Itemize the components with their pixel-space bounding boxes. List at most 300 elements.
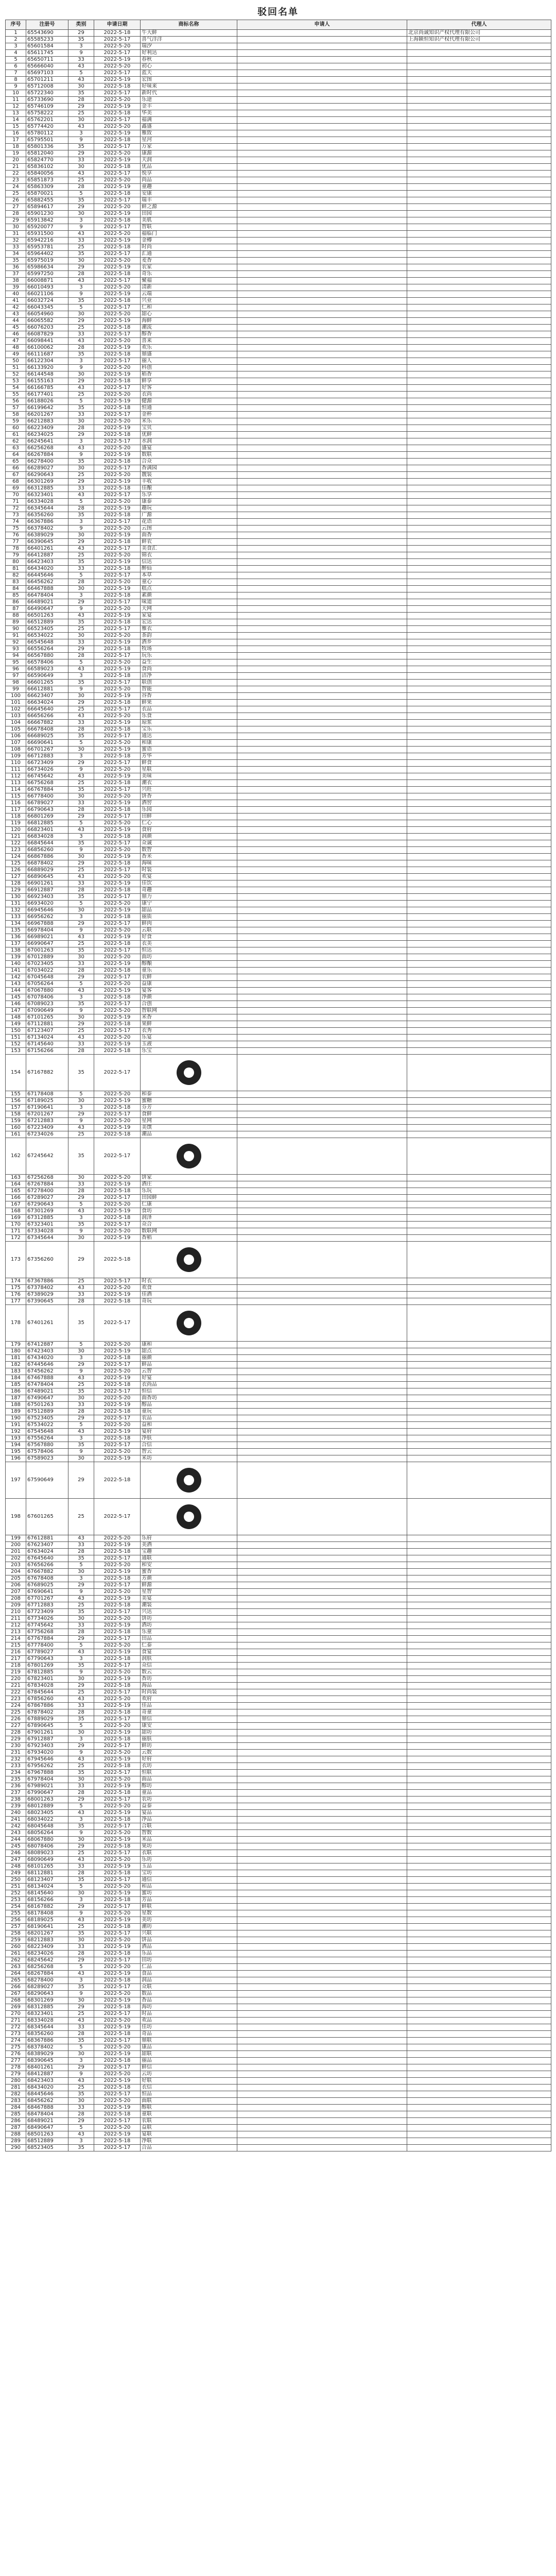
cell-applicant: [237, 988, 407, 994]
cell-seq: 179: [6, 1342, 26, 1348]
cell-class: 28: [68, 1709, 94, 1716]
cell-mark-name: 美馔: [141, 1125, 237, 1131]
cell-agent: [407, 1285, 551, 1292]
cell-agent: [407, 1035, 551, 1041]
cell-class: 25: [68, 1131, 94, 1138]
cell-mark-name: 好利达: [141, 50, 237, 57]
cell-reg-no: 66423403: [26, 559, 68, 566]
document-title: 驳回名单: [257, 7, 299, 18]
cell-seq: 141: [6, 968, 26, 974]
cell-date: 2022-5-18: [94, 592, 141, 599]
table-row: [6, 1676, 551, 1683]
cell-agent: [407, 840, 551, 847]
cell-reg-no: 67001263: [26, 947, 68, 954]
cell-seq: 89: [6, 619, 26, 626]
cell-agent: [407, 57, 551, 63]
cell-applicant: [237, 981, 407, 988]
cell-class: 33: [68, 485, 94, 492]
cell-seq: 254: [6, 1904, 26, 1910]
cell-mark-name: 健源: [141, 398, 237, 405]
cell-applicant: [237, 1131, 407, 1138]
table-row: [6, 1830, 551, 1837]
cell-agent: [407, 1750, 551, 1756]
cell-date: 2022-5-18: [94, 459, 141, 465]
table-row: [6, 579, 551, 586]
cell-agent: [407, 499, 551, 505]
table-row: [6, 445, 551, 452]
table-row: [6, 124, 551, 130]
cell-agent: [407, 1924, 551, 1930]
cell-class: 33: [68, 412, 94, 418]
cell-class: 33: [68, 157, 94, 164]
cell-class: 9: [68, 526, 94, 532]
cell-class: 3: [68, 438, 94, 445]
cell-mark-name: 合信: [141, 1442, 237, 1449]
cell-reg-no: 66701267: [26, 747, 68, 753]
cell-mark-name: 优品: [141, 164, 237, 171]
cell-applicant: [237, 639, 407, 646]
cell-class: 9: [68, 1228, 94, 1235]
cell-seq: 60: [6, 425, 26, 432]
cell-seq: 110: [6, 760, 26, 767]
cell-seq: 67: [6, 472, 26, 479]
cell-seq: 142: [6, 974, 26, 981]
cell-class: 25: [68, 392, 94, 398]
cell-date: 2022-5-17: [94, 626, 141, 633]
cell-agent: [407, 472, 551, 479]
cell-agent: [407, 686, 551, 693]
cell-applicant: [237, 1957, 407, 1964]
table-row: [6, 639, 551, 646]
cell-class: 5: [68, 499, 94, 505]
cell-applicant: [237, 934, 407, 941]
cell-agent: [407, 954, 551, 961]
cell-seq: 112: [6, 773, 26, 780]
cell-agent: [407, 639, 551, 646]
cell-mark-name: 喜气洋洋: [141, 37, 237, 43]
cell-mark-name: 金杯: [141, 412, 237, 418]
cell-class: 3: [68, 834, 94, 840]
cell-mark-name: 食鲜: [141, 1111, 237, 1118]
cell-agent: [407, 2044, 551, 2051]
cell-class: 3: [68, 217, 94, 224]
cell-applicant: [237, 104, 407, 110]
cell-date: 2022-5-19: [94, 291, 141, 298]
cell-applicant: [237, 941, 407, 947]
cell-mark-name: 乐府: [141, 1535, 237, 1542]
cell-applicant: [237, 452, 407, 459]
table-row: [6, 827, 551, 834]
cell-mark-name: 康安: [141, 1723, 237, 1730]
table-row: [6, 325, 551, 331]
table-row: [6, 519, 551, 526]
cell-date: 2022-5-18: [94, 780, 141, 787]
cell-date: 2022-5-17: [94, 787, 141, 793]
table-row: [6, 566, 551, 572]
table-row: [6, 298, 551, 304]
cell-mark-name: 智数: [141, 1830, 237, 1837]
cell-date: 2022-5-18: [94, 1977, 141, 1984]
cell-applicant: [237, 1736, 407, 1743]
cell-applicant: [237, 425, 407, 432]
table-row: [6, 1222, 551, 1228]
cell-agent: [407, 1422, 551, 1429]
cell-reg-no: 68390645: [26, 2058, 68, 2064]
cell-mark-name: 海品: [141, 1683, 237, 1689]
cell-seq: 136: [6, 934, 26, 941]
cell-date: 2022-5-18: [94, 1897, 141, 1904]
cell-agent: [407, 947, 551, 954]
cell-agent: [407, 1278, 551, 1285]
cell-mark-name: 芳品: [141, 1897, 237, 1904]
cell-agent: [407, 800, 551, 807]
cell-mark-name: 恒通: [141, 405, 237, 412]
cell-seq: 34: [6, 251, 26, 258]
cell-reg-no: 67056264: [26, 981, 68, 988]
cell-seq: 47: [6, 338, 26, 345]
cell-mark-name: 康和: [141, 1342, 237, 1348]
cell-class: 25: [68, 1602, 94, 1609]
cell-reg-no: 66823401: [26, 827, 68, 834]
cell-applicant: [237, 894, 407, 901]
cell-seq: 191: [6, 1422, 26, 1429]
cell-applicant: [237, 1305, 407, 1342]
cell-mark-name: 欢食: [141, 1285, 237, 1292]
cell-date: 2022-5-17: [94, 680, 141, 686]
cell-seq: 160: [6, 1125, 26, 1131]
table-row: [6, 1442, 551, 1449]
cell-agent: [407, 994, 551, 1001]
cell-date: 2022-5-18: [94, 1790, 141, 1797]
cell-applicant: [237, 358, 407, 365]
cell-agent: [407, 412, 551, 418]
table-row: [6, 2038, 551, 2044]
cell-reg-no: 67601265: [26, 1499, 68, 1535]
cell-reg-no: 66912887: [26, 887, 68, 894]
cell-class: 28: [68, 1870, 94, 1877]
cell-reg-no: 66087829: [26, 331, 68, 338]
cell-reg-no: 66990647: [26, 941, 68, 947]
cell-date: 2022-5-17: [94, 1055, 141, 1091]
cell-agent: [407, 1944, 551, 1951]
cell-date: 2022-5-20: [94, 1035, 141, 1041]
cell-seq: 62: [6, 438, 26, 445]
cell-seq: 262: [6, 1957, 26, 1964]
cell-applicant: [237, 1837, 407, 1843]
cell-reg-no: 68034022: [26, 1817, 68, 1823]
cell-seq: 211: [6, 1616, 26, 1622]
cell-mark-name: 面品: [141, 1776, 237, 1783]
cell-mark-name: 润泽: [141, 1215, 237, 1222]
cell-reg-no: 65920077: [26, 224, 68, 231]
table-row: [6, 867, 551, 874]
cell-seq: 237: [6, 1790, 26, 1797]
cell-date: 2022-5-17: [94, 1001, 141, 1008]
cell-date: 2022-5-20: [94, 927, 141, 934]
table-row: [6, 499, 551, 505]
table-row: [6, 793, 551, 800]
cell-agent: [407, 1763, 551, 1770]
table-row: [6, 1242, 551, 1278]
table-row: [6, 171, 551, 177]
cell-date: 2022-5-17: [94, 2118, 141, 2125]
cell-seq: 116: [6, 800, 26, 807]
cell-class: 28: [68, 1629, 94, 1636]
cell-agent: [407, 559, 551, 566]
cell-date: 2022-5-19: [94, 559, 141, 566]
cell-date: 2022-5-17: [94, 197, 141, 204]
cell-class: 9: [68, 50, 94, 57]
cell-date: 2022-5-17: [94, 2064, 141, 2071]
cell-agent: [407, 680, 551, 686]
cell-applicant: [237, 526, 407, 532]
cell-applicant: [237, 338, 407, 345]
cell-reg-no: 67201267: [26, 1111, 68, 1118]
cell-agent: [407, 1642, 551, 1649]
cell-class: 9: [68, 1449, 94, 1455]
cell-mark-name: 欢宴: [141, 874, 237, 880]
cell-reg-no: 66589023: [26, 666, 68, 673]
cell-seq: 174: [6, 1278, 26, 1285]
cell-agent: [407, 117, 551, 124]
cell-class: 28: [68, 1409, 94, 1415]
cell-seq: 289: [6, 2138, 26, 2145]
cell-class: 30: [68, 211, 94, 217]
cell-date: 2022-5-19: [94, 398, 141, 405]
cell-seq: 178: [6, 1305, 26, 1342]
cell-mark-name: 康源: [141, 150, 237, 157]
cell-applicant: [237, 519, 407, 526]
cell-class: 28: [68, 271, 94, 278]
cell-date: 2022-5-19: [94, 104, 141, 110]
cell-seq: 123: [6, 847, 26, 854]
table-row: [6, 1743, 551, 1750]
cell-mark-name: 优鲜: [141, 432, 237, 438]
cell-applicant: [237, 43, 407, 50]
cell-class: 29: [68, 1021, 94, 1028]
table-row: [6, 1091, 551, 1098]
cell-reg-no: 67712883: [26, 1602, 68, 1609]
table-row: [6, 1629, 551, 1636]
cell-agent: [407, 258, 551, 264]
cell-reg-no: 67356260: [26, 1242, 68, 1278]
cell-mark-name: 靓装: [141, 472, 237, 479]
cell-date: 2022-5-17: [94, 2038, 141, 2044]
cell-date: 2022-5-17: [94, 224, 141, 231]
cell-date: 2022-5-18: [94, 1736, 141, 1743]
cell-mark-name: 酒庄: [141, 1181, 237, 1188]
cell-applicant: [237, 244, 407, 251]
cell-date: 2022-5-19: [94, 211, 141, 217]
table-row: [6, 1215, 551, 1222]
cell-date: 2022-5-19: [94, 1676, 141, 1683]
table-row: [6, 874, 551, 880]
cell-agent: [407, 1415, 551, 1422]
cell-agent: [407, 1663, 551, 1669]
cell-date: 2022-5-19: [94, 854, 141, 860]
cell-date: 2022-5-20: [94, 150, 141, 157]
cell-seq: 248: [6, 1863, 26, 1870]
cell-applicant: [237, 646, 407, 653]
cell-mark-name: 鲜肉: [141, 921, 237, 927]
cell-agent: [407, 760, 551, 767]
cell-agent: [407, 1910, 551, 1917]
cell-class: 35: [68, 298, 94, 304]
cell-seq: 36: [6, 264, 26, 271]
cell-applicant: [237, 2011, 407, 2018]
cell-agent: [407, 291, 551, 298]
cell-mark-name: 仁泰: [141, 1642, 237, 1649]
cell-applicant: [237, 445, 407, 452]
cell-seq: 269: [6, 2004, 26, 2011]
cell-applicant: [237, 1944, 407, 1951]
cell-date: 2022-5-18: [94, 753, 141, 760]
cell-agent: [407, 1790, 551, 1797]
table-row: [6, 137, 551, 144]
cell-reg-no: 66256268: [26, 445, 68, 452]
cell-mark-name: 芬芳: [141, 1105, 237, 1111]
cell-agent: [407, 2018, 551, 2024]
cell-mark-name: 鑫盛: [141, 124, 237, 130]
cell-agent: [407, 1622, 551, 1629]
cell-reg-no: 67856260: [26, 1696, 68, 1703]
cell-date: 2022-5-20: [94, 2044, 141, 2051]
cell-mark-name: 米品: [141, 1837, 237, 1843]
cell-reg-no: 66901261: [26, 880, 68, 887]
cell-applicant: [237, 50, 407, 57]
cell-class: 43: [68, 1035, 94, 1041]
cell-seq: 120: [6, 827, 26, 834]
cell-mark-name: 童品: [141, 1790, 237, 1797]
cell-mark-name: 蓝天: [141, 70, 237, 77]
cell-reg-no: 67156266: [26, 1048, 68, 1055]
cell-class: 43: [68, 77, 94, 83]
cell-date: 2022-5-19: [94, 1649, 141, 1656]
trademark-figure: [173, 1057, 204, 1088]
cell-seq: 35: [6, 258, 26, 264]
table-row: [6, 465, 551, 472]
cell-agent: [407, 1442, 551, 1449]
trademark-figure-highlight: [184, 1475, 194, 1485]
table-row: [6, 526, 551, 532]
cell-reg-no: 66745642: [26, 773, 68, 780]
cell-class: 33: [68, 238, 94, 244]
cell-mark-name: 宝趣: [141, 1549, 237, 1555]
cell-reg-no: 68356260: [26, 2031, 68, 2038]
cell-mark-name: 福临门: [141, 231, 237, 238]
cell-class: 5: [68, 981, 94, 988]
cell-agent: [407, 1770, 551, 1776]
cell-seq: 130: [6, 894, 26, 901]
cell-mark-name: 时品: [141, 2011, 237, 2018]
cell-mark-name: 智能: [141, 686, 237, 693]
cell-applicant: [237, 1669, 407, 1676]
cell-mark-name: 瑞丰: [141, 197, 237, 204]
cell-seq: 22: [6, 171, 26, 177]
cell-agent: [407, 1957, 551, 1964]
cell-agent: [407, 599, 551, 606]
cell-date: 2022-5-19: [94, 157, 141, 164]
cell-reg-no: 65840056: [26, 171, 68, 177]
cell-reg-no: 67823401: [26, 1676, 68, 1683]
table-row: [6, 1810, 551, 1817]
table-row: [6, 1837, 551, 1843]
cell-mark-name: 童玩: [141, 1409, 237, 1415]
cell-date: 2022-5-17: [94, 1850, 141, 1857]
cell-applicant: [237, 459, 407, 465]
cell-class: 29: [68, 2064, 94, 2071]
cell-mark-name: 安康: [141, 191, 237, 197]
cell-class: 3: [68, 1897, 94, 1904]
cell-mark-name: 醇联: [141, 2105, 237, 2111]
cell-reg-no: 66490647: [26, 606, 68, 613]
cell-date: 2022-5-18: [94, 1709, 141, 1716]
cell-reg-no: 66144548: [26, 371, 68, 378]
cell-agent: [407, 1756, 551, 1763]
cell-agent: [407, 505, 551, 512]
cell-applicant: [237, 191, 407, 197]
cell-seq: 264: [6, 1971, 26, 1977]
cell-reg-no: 66978404: [26, 927, 68, 934]
table-row: [6, 599, 551, 606]
cell-applicant: [237, 412, 407, 418]
table-row: [6, 988, 551, 994]
cell-seq: 133: [6, 914, 26, 921]
cell-class: 30: [68, 693, 94, 700]
cell-mark-name: 欢乐: [141, 345, 237, 351]
cell-seq: 12: [6, 104, 26, 110]
cell-agent: [407, 968, 551, 974]
table-row: [6, 653, 551, 659]
table-row: [6, 150, 551, 157]
cell-class: 29: [68, 1362, 94, 1368]
cell-applicant: [237, 1676, 407, 1683]
cell-agent: [407, 157, 551, 164]
table-row: [6, 418, 551, 425]
cell-applicant: [237, 211, 407, 217]
cell-agent: [407, 184, 551, 191]
cell-reg-no: 68023405: [26, 1810, 68, 1817]
table-row: [6, 1991, 551, 1997]
cell-class: 30: [68, 1676, 94, 1683]
cell-date: 2022-5-18: [94, 1656, 141, 1663]
cell-reg-no: 66245641: [26, 438, 68, 445]
cell-mark-name: 数云: [141, 1669, 237, 1676]
cell-reg-no: 65795501: [26, 137, 68, 144]
cell-seq: 115: [6, 793, 26, 800]
cell-date: 2022-5-17: [94, 1797, 141, 1803]
cell-class: 35: [68, 1442, 94, 1449]
cell-mark-name: 康泰: [141, 499, 237, 505]
cell-agent: [407, 1382, 551, 1388]
cell-seq: 107: [6, 740, 26, 747]
cell-agent: [407, 934, 551, 941]
cell-class: 29: [68, 204, 94, 211]
cell-reg-no: 68401261: [26, 2064, 68, 2071]
table-row: [6, 492, 551, 499]
cell-seq: 105: [6, 726, 26, 733]
cell-applicant: [237, 1442, 407, 1449]
cell-class: 5: [68, 572, 94, 579]
cell-agent: [407, 50, 551, 57]
cell-mark-name: 味道: [141, 599, 237, 606]
table-row: [6, 800, 551, 807]
cell-agent: [407, 244, 551, 251]
cell-class: 35: [68, 1930, 94, 1937]
cell-mark-name: 乐园: [141, 807, 237, 814]
cell-reg-no: 67945646: [26, 1756, 68, 1763]
table-row: [6, 539, 551, 546]
